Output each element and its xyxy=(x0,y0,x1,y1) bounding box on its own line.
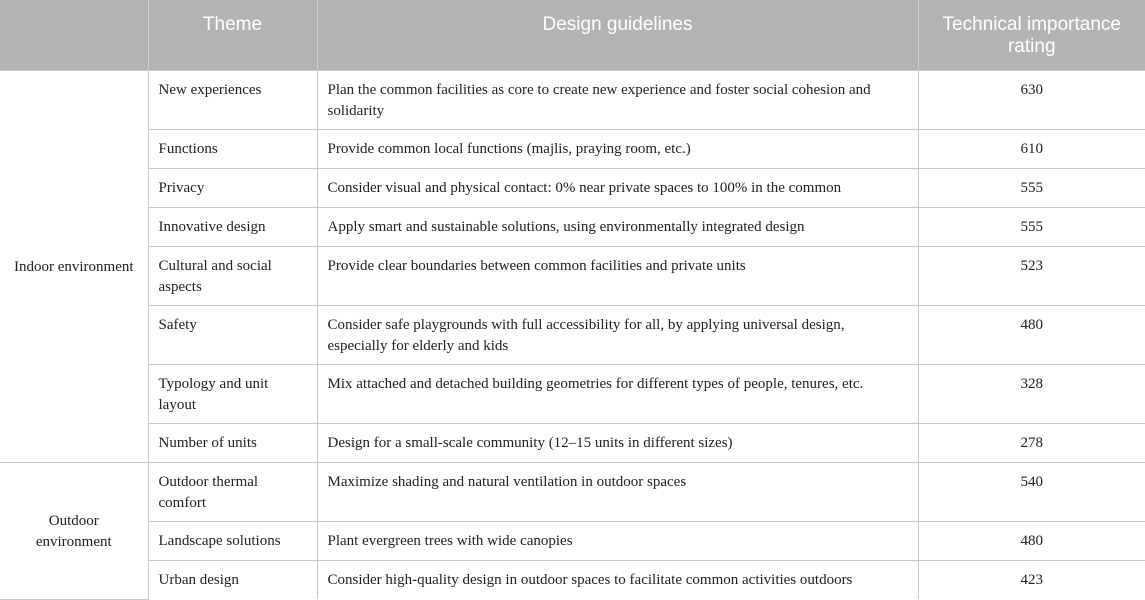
guideline-cell: Provide clear boundaries between common facilities and private units xyxy=(317,247,918,306)
rating-cell: 630 xyxy=(918,71,1145,130)
guideline-cell: Apply smart and sustainable solutions, using environmentally integrated design xyxy=(317,208,918,247)
table-row xyxy=(0,169,1145,208)
guideline-cell: Consider visual and physical contact: 0% near private spaces to 100% in the common xyxy=(317,169,918,208)
category-cell-outdoor: Outdoor environment xyxy=(0,463,148,600)
table-header xyxy=(0,0,1145,71)
rating-cell: 610 xyxy=(918,130,1145,169)
table-row xyxy=(0,306,1145,365)
table-row xyxy=(0,71,1145,130)
guideline-cell: Consider safe playgrounds with full accessibility for all, by applying universal design, especially for elderly and kids xyxy=(317,306,918,365)
table-row xyxy=(0,424,1145,463)
table-row xyxy=(0,522,1145,561)
header-row xyxy=(0,0,1145,71)
theme-cell: Privacy xyxy=(148,169,317,208)
table-row xyxy=(0,247,1145,306)
table-row xyxy=(0,463,1145,522)
table-row xyxy=(0,365,1145,424)
guideline-cell: Plant evergreen trees with wide canopies xyxy=(317,522,918,561)
theme-cell: New experiences xyxy=(148,71,317,130)
guideline-cell: Design for a small-scale community (12–15 units in different sizes) xyxy=(317,424,918,463)
theme-cell: Safety xyxy=(148,306,317,365)
table-row xyxy=(0,130,1145,169)
rating-cell: 328 xyxy=(918,365,1145,424)
rating-cell: 523 xyxy=(918,247,1145,306)
rating-cell: 423 xyxy=(918,561,1145,600)
header-design-guidelines: Design guidelines xyxy=(317,0,918,71)
guideline-cell: Consider high-quality design in outdoor spaces to facilitate common activities outdoors xyxy=(317,561,918,600)
rating-cell: 555 xyxy=(918,208,1145,247)
category-cell-indoor: Indoor environment xyxy=(0,71,148,463)
guideline-cell: Maximize shading and natural ventilation in outdoor spaces xyxy=(317,463,918,522)
theme-cell: Outdoor thermal comfort xyxy=(148,463,317,522)
table-row xyxy=(0,208,1145,247)
theme-cell: Landscape solutions xyxy=(148,522,317,561)
rating-cell: 278 xyxy=(918,424,1145,463)
guideline-cell: Mix attached and detached building geometries for different types of people, tenures, etc. xyxy=(317,365,918,424)
rating-cell: 480 xyxy=(918,306,1145,365)
rating-cell: 555 xyxy=(918,169,1145,208)
theme-cell: Innovative design xyxy=(148,208,317,247)
table-body xyxy=(0,71,1145,600)
rating-cell: 480 xyxy=(918,522,1145,561)
theme-cell: Number of units xyxy=(148,424,317,463)
theme-cell: Cultural and social aspects xyxy=(148,247,317,306)
rating-cell: 540 xyxy=(918,463,1145,522)
theme-cell: Functions xyxy=(148,130,317,169)
theme-cell: Urban design xyxy=(148,561,317,600)
guideline-cell: Plan the common facilities as core to create new experience and foster social cohesion and solidarity xyxy=(317,71,918,130)
header-technical-importance-rating: Technical importance rating xyxy=(918,0,1145,71)
header-theme: Theme xyxy=(148,0,317,71)
header-category xyxy=(0,0,148,71)
theme-cell: Typology and unit layout xyxy=(148,365,317,424)
table-row xyxy=(0,561,1145,600)
guideline-cell: Provide common local functions (majlis, praying room, etc.) xyxy=(317,130,918,169)
